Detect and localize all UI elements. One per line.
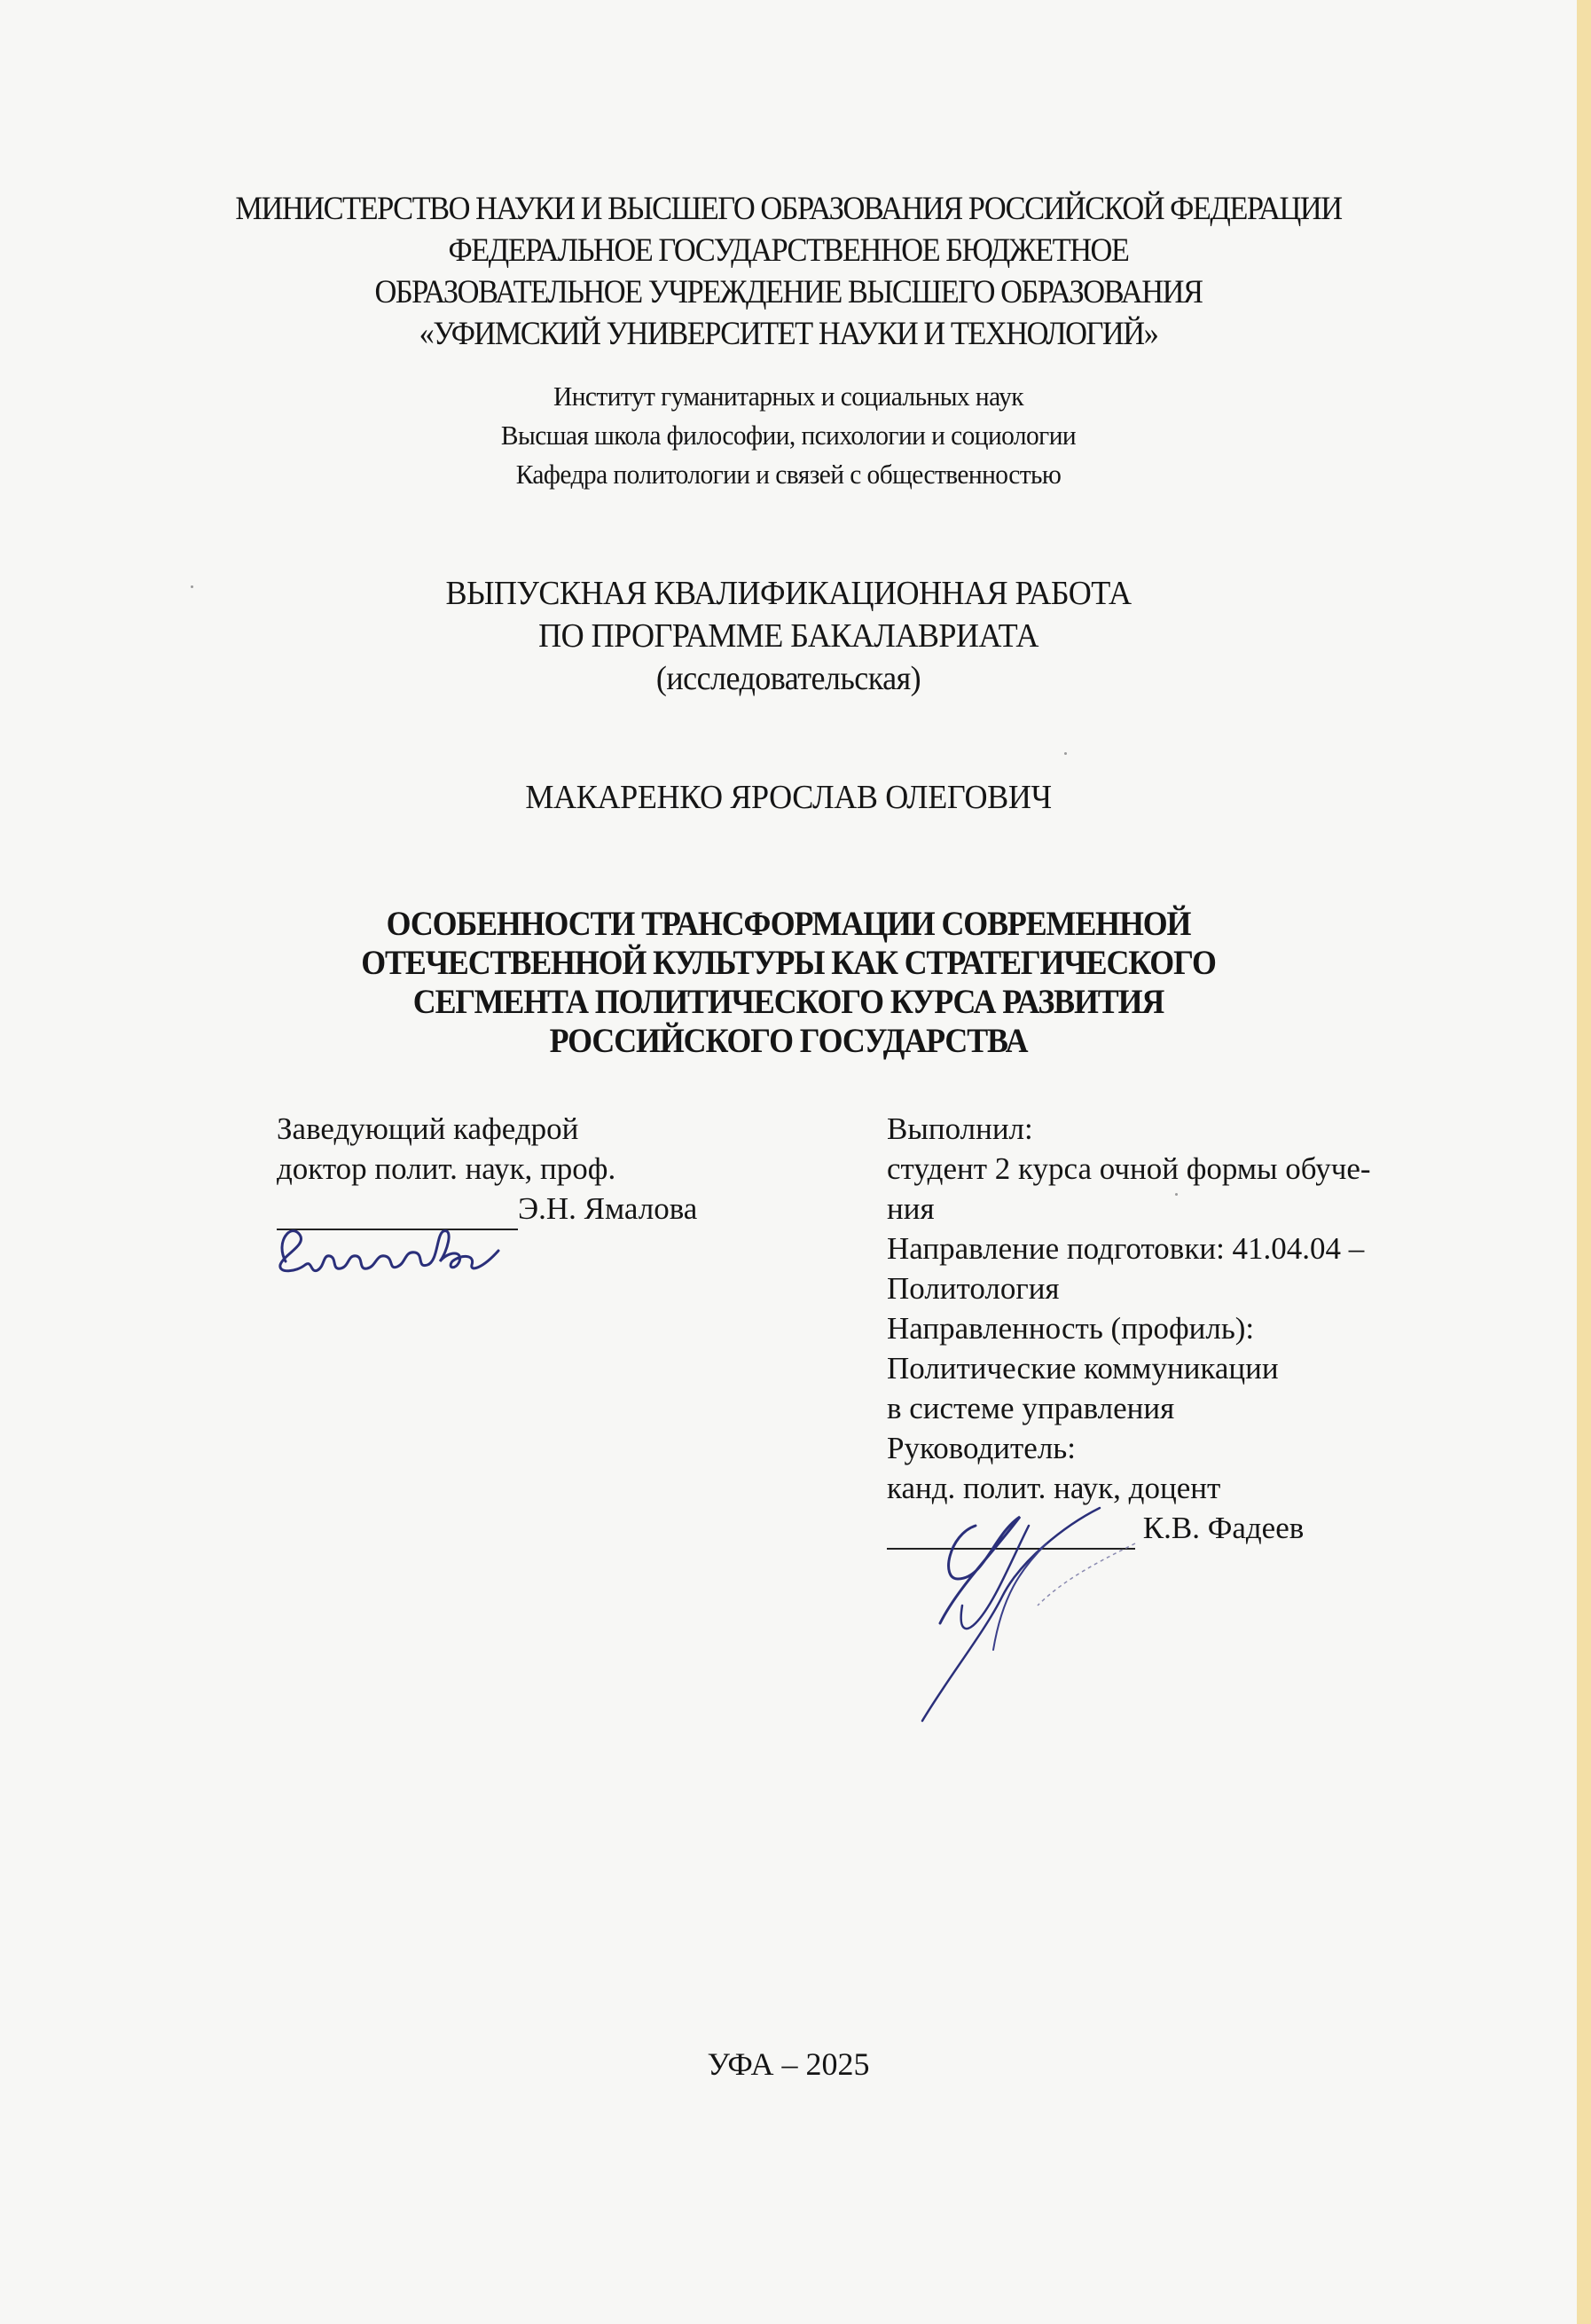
paper-speck	[191, 585, 193, 588]
work-type-line: (исследовательская)	[655, 660, 921, 697]
student-info-line: Направленность (профиль):	[887, 1311, 1255, 1346]
student-info-line: Политология	[887, 1271, 1060, 1306]
work-type-line: ВЫПУСКНАЯ КВАЛИФИКАЦИОННАЯ РАБОТА	[445, 575, 1132, 612]
title-line: РОССИЙСКОГО ГОСУДАРСТВА	[549, 1022, 1028, 1060]
head-name: Э.Н. Ямалова	[518, 1191, 698, 1226]
department-name: Кафедра политологии и связей с общественностью	[515, 459, 1062, 490]
ministry-line: ФЕДЕРАЛЬНОЕ ГОСУДАРСТВЕННОЕ БЮДЖЕТНОЕ	[448, 232, 1129, 269]
city-year: УФА – 2025	[707, 2046, 870, 2082]
supervisor-label: Руководитель:	[887, 1431, 1076, 1465]
student-info-line: в системе управления	[887, 1391, 1175, 1425]
head-role: Заведующий кафедрой	[277, 1111, 579, 1146]
institute-block	[39, 377, 1537, 494]
work-type	[39, 572, 1537, 700]
student-info-line: ния	[887, 1191, 935, 1226]
institute-name: Институт гуманитарных и социальных наук	[553, 381, 1023, 412]
student-info-line: Политические коммуникации	[887, 1351, 1279, 1386]
school-name: Высшая школа философии, психологии и социологии	[500, 420, 1077, 451]
ministry-line: ОБРАЗОВАТЕЛЬНОЕ УЧРЕЖДЕНИЕ ВЫСШЕГО ОБРАЗОВАНИЯ	[374, 274, 1203, 310]
supervisor-name: К.В. Фадеев	[1142, 1511, 1305, 1545]
signature-line	[277, 1189, 518, 1230]
head-degree: доктор полит. наук, проф.	[277, 1151, 616, 1186]
student-info-line: Направление подготовки: 41.04.04 –	[887, 1231, 1365, 1266]
signature-line	[887, 1508, 1135, 1550]
ministry-header	[55, 188, 1522, 355]
page-edge	[1577, 0, 1591, 2324]
head-of-department-block	[277, 1109, 697, 1230]
supervisor-degree: канд. полит. наук, доцент	[887, 1471, 1221, 1505]
completed-by-block	[887, 1109, 1371, 1550]
title-line: СЕГМЕНТА ПОЛИТИЧЕСКОГО КУРСА РАЗВИТИЯ	[412, 983, 1164, 1021]
author-name: МАКАРЕНКО ЯРОСЛАВ ОЛЕГОВИЧ	[525, 779, 1052, 816]
student-info-line: студент 2 курса очной формы обуче-	[887, 1151, 1371, 1186]
title-line: ОСОБЕННОСТИ ТРАНСФОРМАЦИИ СОВРЕМЕННОЙ	[386, 905, 1191, 943]
work-type-line: ПО ПРОГРАММЕ БАКАЛАВРИАТА	[538, 617, 1038, 655]
ministry-line: МИНИСТЕРСТВО НАУКИ И ВЫСШЕГО ОБРАЗОВАНИЯ РОССИЙСКОЙ ФЕДЕРАЦИИ	[235, 191, 1342, 227]
head-signature-row	[277, 1189, 697, 1230]
title-line: ОТЕЧЕСТВЕННОЙ КУЛЬТУРЫ КАК СТРАТЕГИЧЕСКОГО	[361, 944, 1216, 982]
paper-speck	[1175, 1193, 1178, 1196]
ministry-line: «УФИМСКИЙ УНИВЕРСИТЕТ НАУКИ И ТЕХНОЛОГИЙ»	[419, 316, 1158, 352]
completed-by-label: Выполнил:	[887, 1111, 1033, 1146]
thesis-title	[63, 905, 1514, 1061]
supervisor-signature-row	[887, 1508, 1371, 1550]
paper-speck	[1064, 752, 1067, 755]
